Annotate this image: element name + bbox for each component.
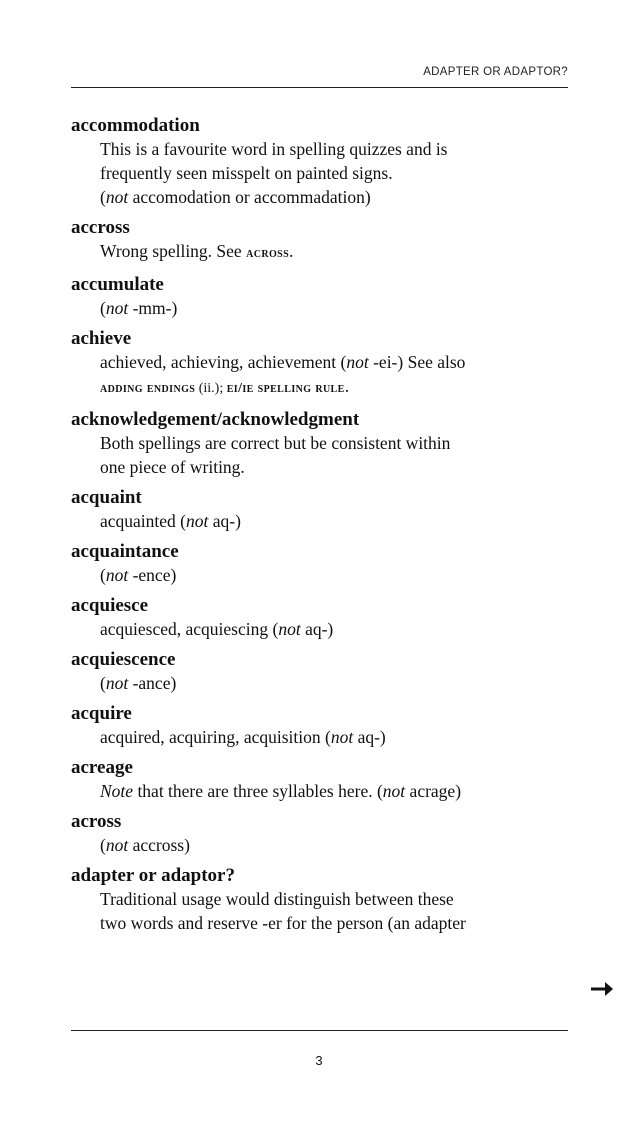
cross-reference: across [246, 246, 290, 261]
not-label: not [105, 565, 129, 585]
entry-acquaintance [71, 540, 571, 587]
not-label: not [105, 835, 129, 855]
footer-rule [71, 1030, 568, 1031]
note-label: Note [100, 781, 134, 801]
definition-line: acquired, acquiring, acquisition (not aq-) [100, 727, 386, 747]
headword: acquaintance [71, 541, 179, 562]
arrow-right-icon[interactable] [590, 977, 614, 1001]
definition-line: This is a favourite word in spelling quizzes and is [100, 139, 448, 159]
definition [71, 833, 571, 857]
headword: accommodation [71, 115, 200, 136]
definition-line: adding endings (ii.); ei/ie spelling rule. [100, 376, 350, 396]
definition-line: Note that there are three syllables here. (not acrage) [100, 781, 462, 801]
entry-accommodation [71, 114, 571, 209]
headword: acquiescence [71, 649, 176, 670]
not-label: not [330, 727, 354, 747]
headword: accross [71, 217, 130, 238]
definition [71, 779, 571, 803]
definition [71, 296, 571, 320]
definition-line: (not -ence) [100, 565, 177, 585]
entry-acknowledgement [71, 408, 571, 479]
definition-line: acquainted (not aq-) [100, 511, 241, 531]
not-label: not [346, 352, 369, 372]
entry-acquire [71, 702, 571, 749]
header-rule [71, 87, 568, 88]
definition [71, 671, 571, 695]
definition-line: acquiesced, acquiescing (not aq-) [100, 619, 334, 639]
entry-list [71, 114, 571, 942]
definition-line: Wrong spelling. See across. [100, 241, 294, 261]
definition [71, 887, 571, 935]
not-label: not [105, 298, 129, 318]
headword: across [71, 811, 122, 832]
definition [71, 617, 571, 641]
definition [71, 431, 571, 479]
definition-line: (not -mm-) [100, 298, 178, 318]
definition [71, 350, 571, 401]
entry-acquiescence [71, 648, 571, 695]
definition-line: Traditional usage would distinguish between these [100, 889, 454, 909]
headword: acreage [71, 757, 133, 778]
entry-accross [71, 216, 571, 266]
definition-line: two words and reserve -er for the person (an adapter [100, 913, 466, 933]
definition-line: frequently seen misspelt on painted signs. [100, 163, 393, 183]
headword: acquire [71, 703, 132, 724]
headword: adapter or adaptor? [71, 865, 235, 886]
headword: acknowledgement/acknowledgment [71, 409, 360, 430]
not-label: not [278, 619, 301, 639]
headword: acquaint [71, 487, 142, 508]
definition-line: (not accross) [100, 835, 190, 855]
definition-line: (not -ance) [100, 673, 177, 693]
running-head: ADAPTER OR ADAPTOR? [423, 66, 568, 78]
definition [71, 725, 571, 749]
entry-acreage [71, 756, 571, 803]
definition [71, 509, 571, 533]
cross-reference: ei/ie spelling rule [226, 381, 345, 396]
entry-achieve [71, 327, 571, 401]
entry-acquaint [71, 486, 571, 533]
definition [71, 137, 571, 209]
headword: acquiesce [71, 595, 149, 616]
definition-line: one piece of writing. [100, 457, 245, 477]
page-number: 3 [315, 1053, 323, 1068]
entry-adapter-or-adaptor [71, 864, 571, 935]
headword: achieve [71, 328, 132, 349]
entry-accumulate [71, 273, 571, 320]
definition-line: (not accomodation or accommadation) [100, 187, 371, 207]
entry-across [71, 810, 571, 857]
entry-acquiesce [71, 594, 571, 641]
not-label: not [382, 781, 406, 801]
definition-line: achieved, achieving, achievement (not -ei-) See also [100, 352, 466, 372]
definition [71, 563, 571, 587]
not-label: not [186, 511, 209, 531]
not-label: not [105, 187, 129, 207]
definition-line: Both spellings are correct but be consistent within [100, 433, 451, 453]
not-label: not [105, 673, 129, 693]
cross-reference: adding endings [100, 381, 196, 396]
headword: accumulate [71, 274, 164, 295]
definition [71, 239, 571, 266]
